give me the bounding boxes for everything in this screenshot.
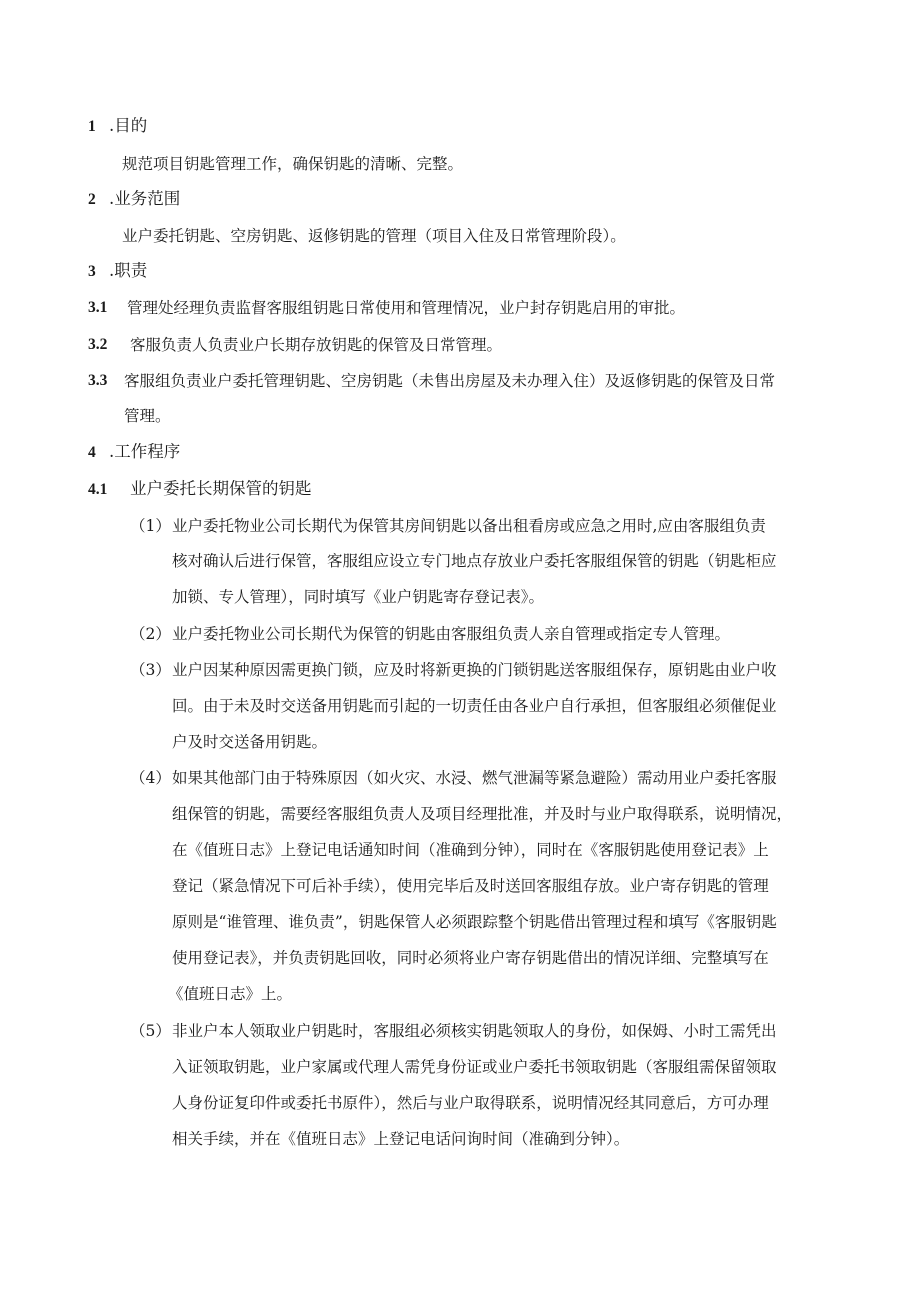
paragraph-line: 登记（紧急情况下可后补手续），使用完毕后及时送回客服组存放。业户寄存钥匙的管理 <box>172 877 769 895</box>
paragraph-line: 业户因某种原因需更换门锁，应及时将新更换的门锁钥匙送客服组保存，原钥匙由业户收 <box>172 661 777 679</box>
section-number: 4 <box>88 444 96 461</box>
paragraph-line: 业户委托物业公司长期代为保管的钥匙由客服组负责人亲自管理或指定专人管理。 <box>172 625 731 643</box>
item-text: 管理处经理负责监督客服组钥匙日常使用和管理情况，业户封存钥匙启用的审批。 <box>127 299 686 317</box>
paragraph-line: 加锁、专人管理），同时填写《业户钥匙寄存登记表》。 <box>172 588 545 606</box>
paragraph-line: 入证领取钥匙，业户家属或代理人需凭身份证或业户委托书领取钥匙（客服组需保留领取 <box>172 1058 777 1076</box>
paragraph-marker: （5） <box>130 1022 171 1040</box>
paragraph-line: 如果其他部门由于特殊原因（如火灾、水浸、燃气泄漏等紧急避险）需动用业户委托客服 <box>172 769 777 787</box>
paragraph-line: 户及时交送备用钥匙。 <box>172 733 328 751</box>
paragraph-marker: （4） <box>130 769 171 787</box>
paragraph-line: 业户委托物业公司长期代为保管其房间钥匙以备出租看房或应急之用时,应由客服组负责 <box>172 517 766 535</box>
paragraph-marker: （1） <box>130 517 171 535</box>
section-title: .职责 <box>109 261 148 280</box>
subsection-number: 4.1 <box>88 481 108 498</box>
paragraph-line: 回。由于未及时交送备用钥匙而引起的一切责任由各业户自行承担，但客服组必须催促业 <box>172 697 777 715</box>
paragraph-marker: （3） <box>130 661 171 679</box>
item-text-line: 管理。 <box>124 407 171 425</box>
section-title: .工作程序 <box>109 442 181 461</box>
section-2-body: 业户委托钥匙、空房钥匙、返修钥匙的管理（项目入住及日常管理阶段）。 <box>122 227 626 245</box>
item-number: 3.1 <box>88 299 108 316</box>
paragraph-line: 在《值班日志》上登记电话通知时间（准确到分钟），同时在《客服钥匙使用登记表》上 <box>172 841 769 859</box>
section-title: .目的 <box>109 116 148 135</box>
item-number: 3.2 <box>88 336 108 353</box>
paragraph-line: 原则是“谁管理、谁负责”，钥匙保管人必须跟踪整个钥匙借出管理过程和填写《客服钥匙 <box>172 913 777 931</box>
item-number: 3.3 <box>88 372 108 389</box>
paragraph-line: 非业户本人领取业户钥匙时，客服组必须核实钥匙领取人的身份，如保姆、小时工需凭出 <box>172 1022 777 1040</box>
paragraph-line: 人身份证复印件或委托书原件），然后与业户取得联系，说明情况经其同意后，方可办理 <box>172 1094 769 1112</box>
section-title: .业务范围 <box>109 189 181 208</box>
section-1-body: 规范项目钥匙管理工作，确保钥匙的清晰、完整。 <box>122 155 464 173</box>
section-number: 3 <box>88 263 96 280</box>
item-text-line: 客服组负责业户委托管理钥匙、空房钥匙（未售出房屋及未办理入住）及返修钥匙的保管及日常 <box>124 372 776 390</box>
paragraph-marker: （2） <box>130 625 171 643</box>
section-number: 2 <box>88 191 96 208</box>
item-text: 客服负责人负责业户长期存放钥匙的保管及日常管理。 <box>130 336 503 354</box>
paragraph-line: 组保管的钥匙，需要经客服组负责人及项目经理批准，并及时与业户取得联系，说明情况， <box>172 805 793 823</box>
section-number: 1 <box>88 118 96 135</box>
paragraph-line: 使用登记表》，并负责钥匙回收，同时必须将业户寄存钥匙借出的情况详细、完整填写在 <box>172 949 769 967</box>
paragraph-line: 核对确认后进行保管，客服组应设立专门地点存放业户委托客服组保管的钥匙（钥匙柜应 <box>172 552 777 570</box>
subsection-title: 业户委托长期保管的钥匙 <box>130 479 312 498</box>
paragraph-line: 《值班日志》上。 <box>168 985 293 1003</box>
paragraph-line: 相关手续，并在《值班日志》上登记电话问询时间（准确到分钟）。 <box>172 1130 630 1148</box>
